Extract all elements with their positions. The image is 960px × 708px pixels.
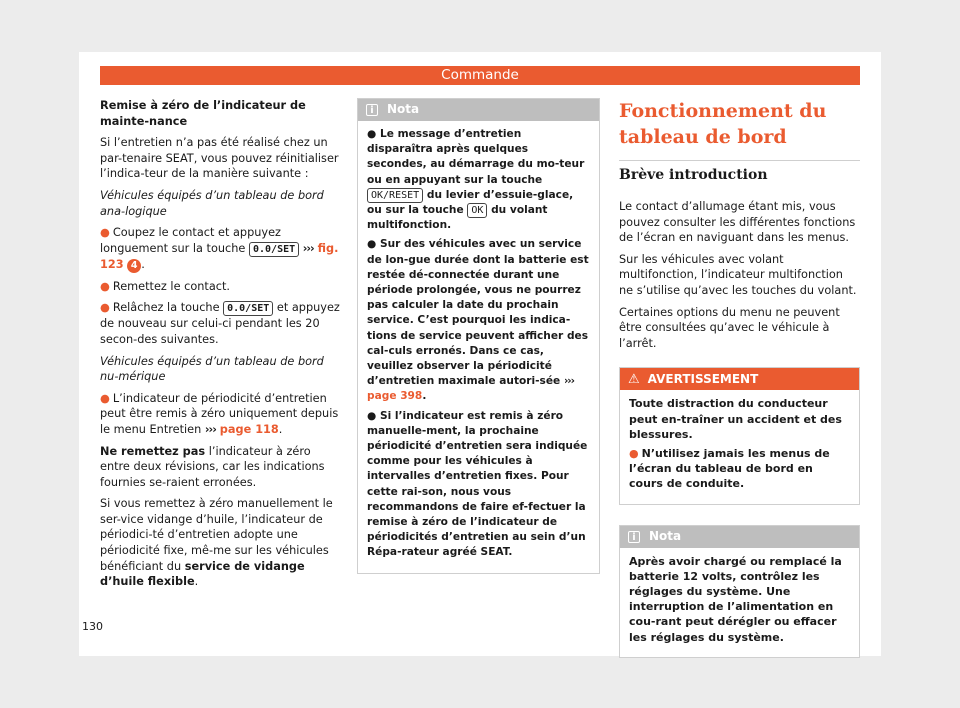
bullet-icon: ● (367, 409, 377, 422)
digital-title: Véhicules équipés d’un tableau de bord nu-mérique (100, 354, 324, 384)
note-header-2: i Nota (620, 526, 859, 548)
warning-text: Toute distraction du conducteur peut en-traîner un accident et des blessures. (629, 397, 842, 441)
key-0-0-set: 0.0/SET (223, 301, 273, 316)
fig-123-link[interactable]: ››› fig. 123 (100, 241, 339, 271)
warning-paragraph: Ne remettez pas l’indicateur à zéro entre deux révisions, car les indications fournies se-raient erronées. (100, 444, 325, 489)
bullet-icon: ● (100, 226, 110, 240)
note-bullet-2: ● Sur des véhicules avec un service de lon-gue durée dont la batterie est restée dé-connectée durant une période prolongée, vous ne pourrez pas calculer la date du prochain service. C’est pourquoi les indica-tions de service peuvent afficher des cal-culs erronés. Dans ce cas, veuillez observer la périodicité d’entretien maximale autori-sée ››› page 398. (367, 238, 589, 403)
intro-paragraph-1: Le contact d’allumage étant mis, vous pouvez consulter les différentes fonctions de l’écran en naviguant dans les menus. (619, 200, 856, 245)
callout-number: 4 (127, 259, 141, 273)
digital-step-1: ● L’indicateur de périodicité d’entretien peut être remis à zéro uniquement depuis le menu Entretien ››› page 118. (100, 391, 339, 436)
section-subtitle: Brève introduction (619, 160, 860, 185)
key-0-0-set: 0.0/SET (249, 242, 299, 257)
manual-reset-paragraph: Si vous remettez à zéro manuellement le ser-vice vidange d’huile, l’indicateur de périodici-té d’entretien adopte une périodicité fixe, mê-me sur les véhicules bénéficiant du service de vidange d’huile flexible. (100, 497, 333, 589)
key-ok: OK (467, 203, 487, 218)
reset-heading: Remise à zéro de l’indicateur de mainte-nance (100, 99, 306, 128)
note-body-2 (620, 548, 859, 657)
column-right (619, 98, 860, 658)
page-number: 130 (82, 620, 103, 633)
column-middle (357, 98, 600, 574)
reset-intro: Si l’entretien n’a pas été réalisé chez un par-tenaire SEAT, vous pouvez réinitialiser l’indica-teur de la manière suivante : (100, 136, 339, 181)
bullet-icon: ● (100, 301, 110, 315)
warning-bullet: ● N’utilisez jamais les menus de l’écran du tableau de bord en cours de conduite. (629, 446, 830, 491)
analog-step-3: ● Relâchez la touche 0.0/SET et appuyez de nouveau sur celui-ci pendant les 20 secon-des suivantes. (100, 301, 340, 346)
warning-box (619, 367, 860, 504)
analog-step-1: ● Coupez le contact et appuyez longuement sur la touche 0.0/SET ››› fig. 123 4 . (100, 226, 339, 271)
note-header: i Nota (358, 99, 599, 121)
note-bullet-3: ● Si l’indicateur est remis à zéro manuelle-ment, la prochaine périodicité d’entretien sera indiquée comme pour les véhicules à intervalles d’entretien fixes. Pour cette rai-son, nous vous recommandons de faire ef-fectuer la remise à zéro de l’indicateur de périodicités d’entretien au sein d’un Répa-rateur agréé SEAT. (367, 409, 588, 559)
analog-step-2: ● Remettez le contact. (100, 279, 230, 293)
warning-icon: ⚠ (628, 371, 640, 387)
warning-header: ⚠ AVERTISSEMENT (620, 368, 859, 390)
key-ok-reset: OK/RESET (367, 188, 423, 203)
bullet-icon: ● (367, 128, 377, 140)
analog-title: Véhicules équipés d’un tableau de bord ana-logique (100, 188, 324, 218)
note-bullet-1: ● Le message d’entretien disparaîtra après quelques secondes, au démarrage du mo-teur ou en appuyant sur la touche OK/RESET du levier d’essuie-glace, ou sur la touche OK du volant multifonction. (367, 128, 585, 232)
note-body (358, 121, 599, 573)
warning-body (620, 390, 859, 503)
intro-paragraph-3: Certaines options du menu ne peuvent être consultées qu’avec le véhicule à l’arrêt. (619, 305, 840, 350)
page-398-link[interactable]: ››› page 398 (367, 375, 575, 403)
note-box-2 (619, 525, 860, 658)
intro-paragraph-2: Sur les véhicules avec volant multifonction, l’indicateur multifonction ne s’utilise qu’avec les touches du volant. (619, 252, 857, 297)
bullet-icon: ● (629, 446, 639, 460)
page-118-link[interactable]: ››› page 118 (204, 422, 279, 436)
info-icon (628, 531, 640, 543)
section-title: Fonctionnement du tableau de bord (619, 100, 827, 148)
column-left (100, 98, 340, 596)
note-box (357, 98, 600, 574)
bullet-icon: ● (100, 279, 110, 293)
note-text: Après avoir chargé ou remplacé la batterie 12 volts, contrôlez les réglages du système. Une interruption de l’alimentation en cou-rant peut dérégler ou effacer les réglages du système. (629, 554, 842, 644)
bullet-icon: ● (100, 391, 110, 405)
section-header: Commande (100, 66, 860, 85)
bullet-icon: ● (367, 238, 377, 251)
info-icon (366, 104, 378, 116)
